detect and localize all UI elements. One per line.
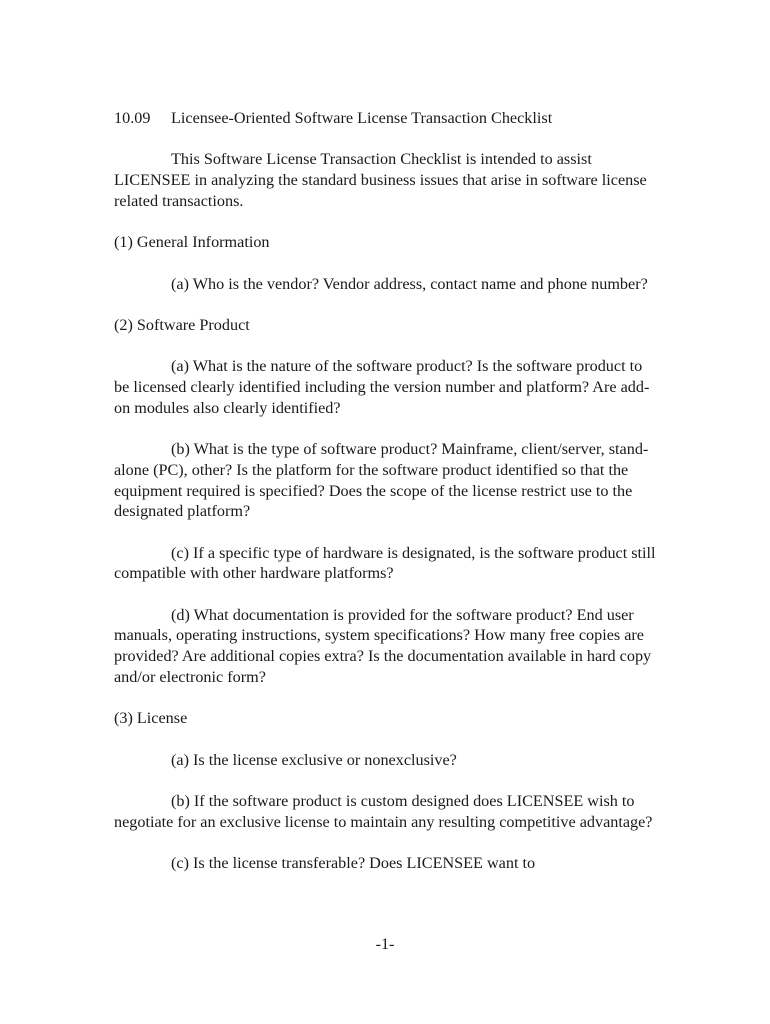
- checklist-item: (a) Is the license exclusive or nonexclusive?: [171, 750, 457, 769]
- checklist-item: (d) What documentation is provided for the software product? End user manuals, operating instructions, system specifications? How many free copies are provided? Are additional copies extra? Is the documentation available in hard copy and/or electronic form?: [114, 605, 652, 686]
- section-heading-software-product: (2) Software Product: [114, 315, 250, 334]
- checklist-item: (a) Who is the vendor? Vendor address, contact name and phone number?: [171, 274, 648, 293]
- document-heading: [114, 108, 659, 129]
- checklist-item: (a) What is the nature of the software product? Is the software product to be licensed clearly identified including the version number and platform? Are add-on modules also clearly identified?: [114, 357, 650, 417]
- checklist-item: (c) If a specific type of hardware is designated, is the software product still compatible with other hardware platforms?: [114, 543, 656, 583]
- intro-paragraph: This Software License Transaction Checklist is intended to assist LICENSEE in analyzing the standard business issues that arise in software license related transactions.: [114, 150, 647, 210]
- section-number: 10.09: [114, 109, 151, 127]
- section-heading-general-information: (1) General Information: [114, 233, 270, 252]
- checklist-item: (b) What is the type of software product? Mainframe, client/server, stand-alone (PC), other? Is the platform for the software product identified so that the equipment required is specified? Does the scope of the license restrict use to the designated platform?: [114, 440, 649, 521]
- section-heading-license: (3) License: [114, 709, 188, 728]
- checklist-item: (b) If the software product is custom designed does LICENSEE wish to negotiate for an exclusive license to maintain any resulting competitive advantage?: [114, 792, 653, 831]
- document-title: Licensee-Oriented Software License Transaction Checklist: [171, 109, 553, 127]
- page-number: -1-: [375, 935, 395, 953]
- checklist-item: (c) Is the license transferable? Does LICENSEE want to: [171, 854, 536, 873]
- document-page: [114, 108, 659, 874]
